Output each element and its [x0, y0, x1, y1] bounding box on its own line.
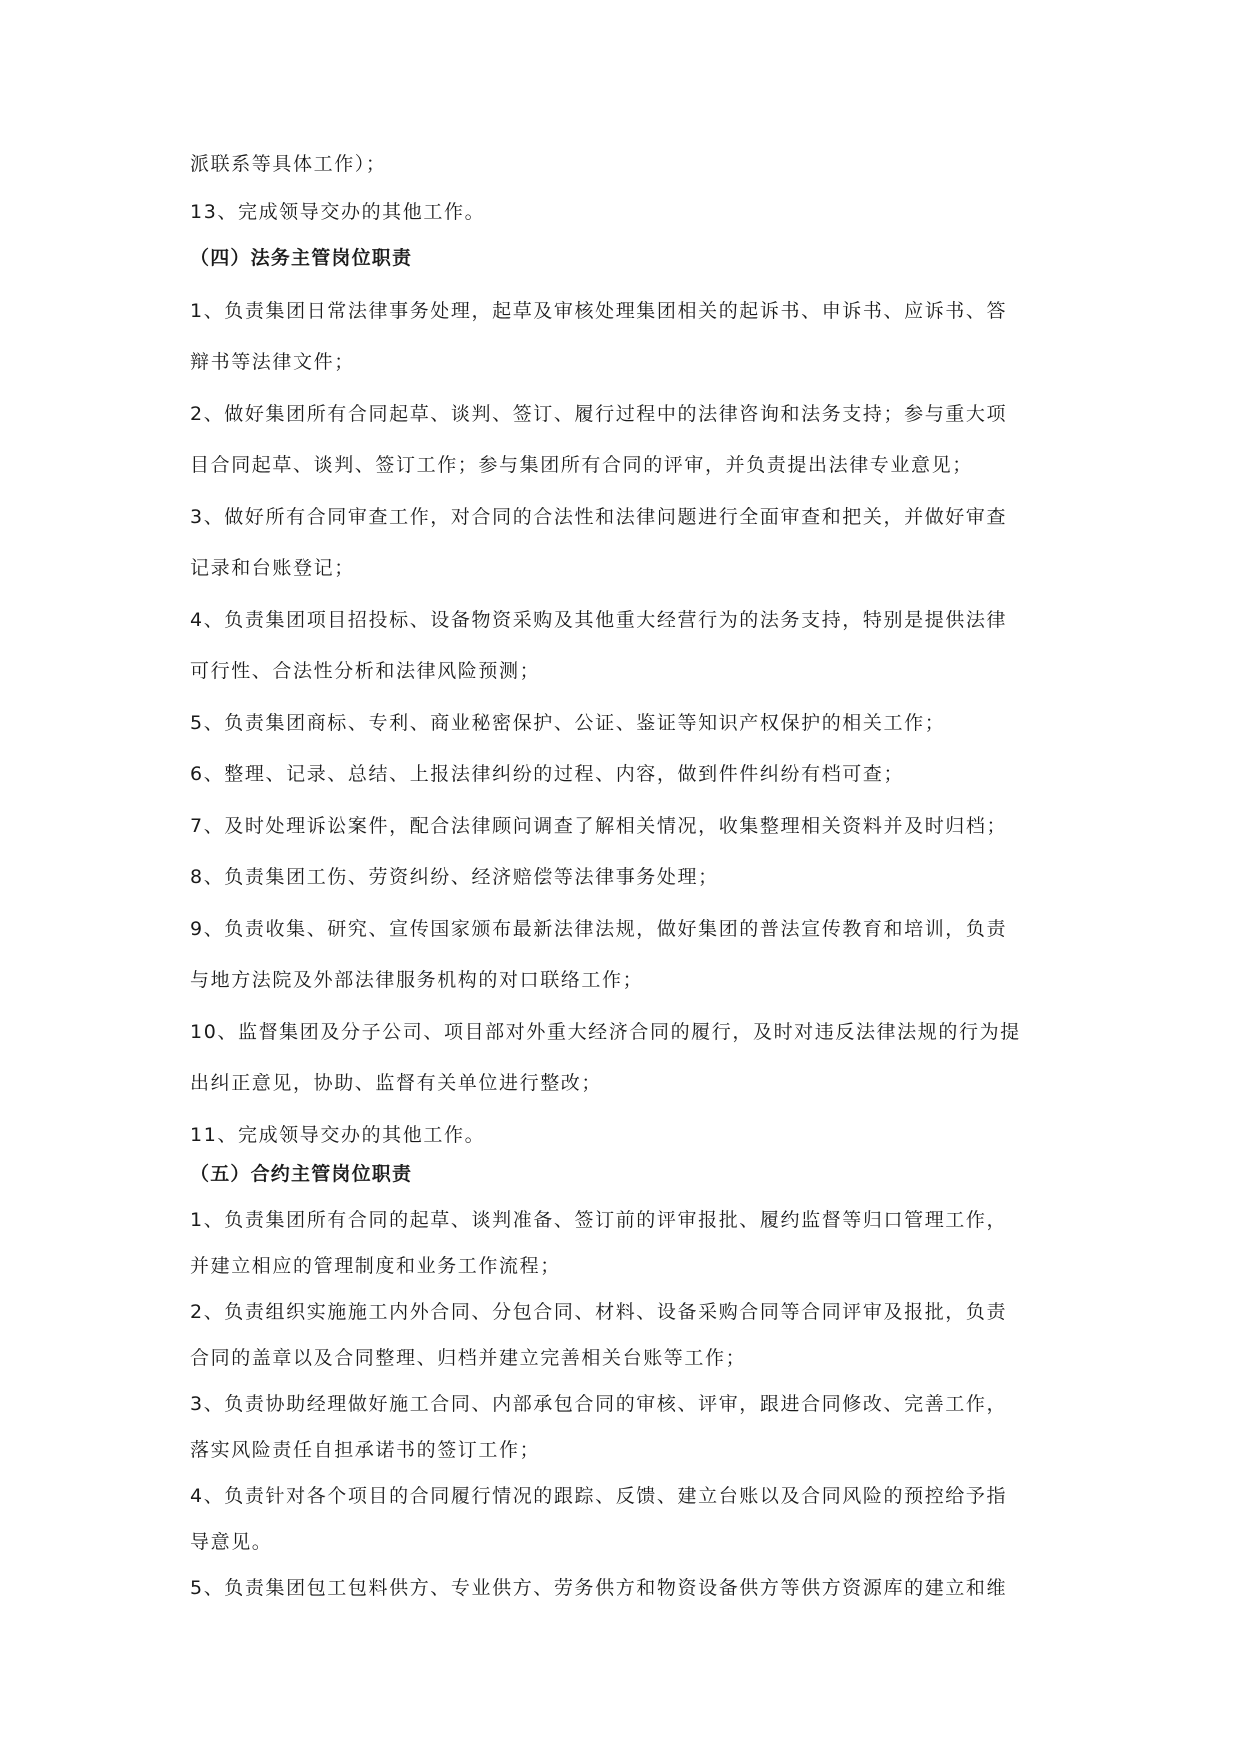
- paragraph-line: 目合同起草、谈判、签订工作；参与集团所有合同的评审，并负责提出法律专业意见；: [190, 454, 973, 476]
- paragraph-line: 辩书等法律文件；: [190, 351, 355, 373]
- paragraph-line: 4、负责集团项目招投标、设备物资采购及其他重大经营行为的法务支持，特别是提供法律: [190, 609, 1008, 631]
- section-heading-contract-supervisor: （五）合约主管岗位职责: [190, 1163, 413, 1185]
- paragraph-line: 与地方法院及外部法律服务机构的对口联络工作；: [190, 969, 644, 991]
- paragraph-line: 2、做好集团所有合同起草、谈判、签订、履行过程中的法律咨询和法务支持；参与重大项: [190, 403, 1008, 425]
- paragraph-line: 5、负责集团包工包料供方、专业供方、劳务供方和物资设备供方等供方资源库的建立和维: [190, 1577, 1008, 1599]
- paragraph-line: 2、负责组织实施施工内外合同、分包合同、材料、设备采购合同等合同评审及报批，负责: [190, 1301, 1008, 1323]
- paragraph-line: 落实风险责任自担承诺书的签订工作；: [190, 1439, 541, 1461]
- paragraph-line: 3、做好所有合同审查工作，对合同的合法性和法律问题进行全面审查和把关，并做好审查: [190, 506, 1008, 528]
- section-heading-legal-supervisor: （四）法务主管岗位职责: [190, 247, 413, 269]
- paragraph-line: 记录和台账登记；: [190, 557, 355, 579]
- paragraph-line: 出纠正意见，协助、监督有关单位进行整改；: [190, 1072, 603, 1094]
- paragraph-line: 导意见。: [190, 1531, 273, 1553]
- continuation-line: 13、完成领导交办的其他工作。: [190, 201, 486, 223]
- paragraph-line: 1、负责集团日常法律事务处理，起草及审核处理集团相关的起诉书、申诉书、应诉书、答: [190, 300, 1008, 322]
- paragraph-line: 1、负责集团所有合同的起草、谈判准备、签订前的评审报批、履约监督等归口管理工作，: [190, 1209, 1008, 1231]
- paragraph-line: 8、负责集团工伤、劳资纠纷、经济赔偿等法律事务处理；: [190, 866, 719, 888]
- paragraph-line: 并建立相应的管理制度和业务工作流程；: [190, 1255, 561, 1277]
- paragraph-line: 3、负责协助经理做好施工合同、内部承包合同的审核、评审，跟进合同修改、完善工作，: [190, 1393, 1008, 1415]
- paragraph-line: 合同的盖章以及合同整理、归档并建立完善相关台账等工作；: [190, 1347, 747, 1369]
- paragraph-line: 可行性、合法性分析和法律风险预测；: [190, 660, 541, 682]
- paragraph-line: 10、监督集团及分子公司、项目部对外重大经济合同的履行，及时对违反法律法规的行为提: [190, 1021, 1021, 1043]
- paragraph-line: 11、完成领导交办的其他工作。: [190, 1124, 486, 1146]
- paragraph-line: 5、负责集团商标、专利、商业秘密保护、公证、鉴证等知识产权保护的相关工作；: [190, 712, 946, 734]
- continuation-line: 派联系等具体工作）；: [190, 153, 387, 175]
- paragraph-line: 7、及时处理诉讼案件，配合法律顾问调查了解相关情况，收集整理相关资料并及时归档；: [190, 815, 1008, 837]
- paragraph-line: 6、整理、记录、总结、上报法律纠纷的过程、内容，做到件件纠纷有档可查；: [190, 763, 905, 785]
- paragraph-line: 4、负责针对各个项目的合同履行情况的跟踪、反馈、建立台账以及合同风险的预控给予指: [190, 1485, 1008, 1507]
- paragraph-line: 9、负责收集、研究、宣传国家颁布最新法律法规，做好集团的普法宣传教育和培训，负责: [190, 918, 1008, 940]
